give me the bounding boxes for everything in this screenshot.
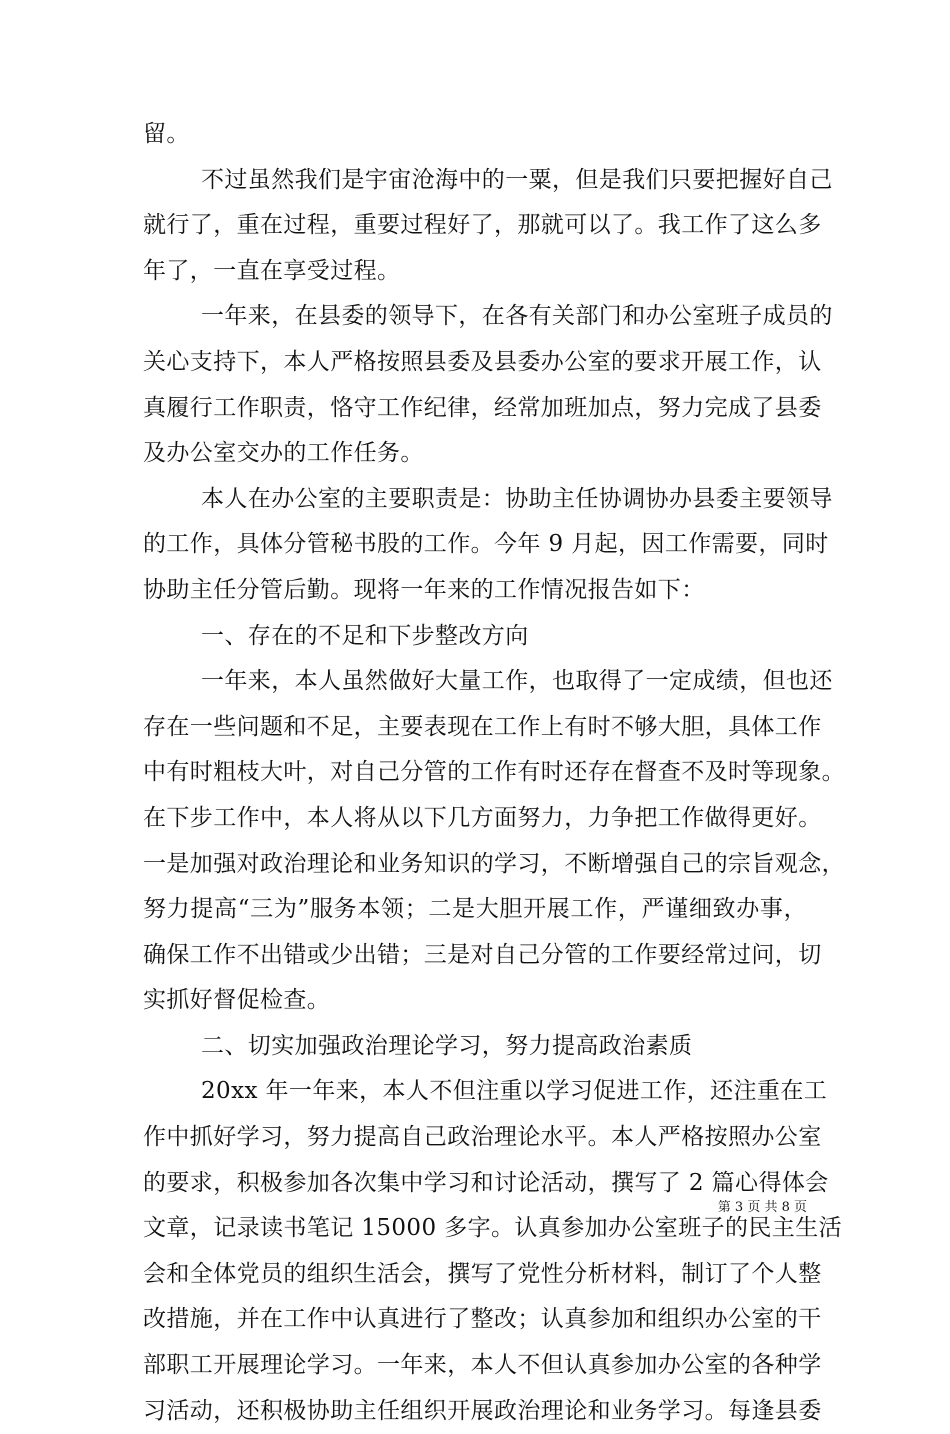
text-line: 中有时粗枝大叶，对自己分管的工作有时还存在督查不及时等现象。	[143, 759, 845, 786]
text-line: 习活动，还积极协助主任组织开展政治理论和业务学习。每逢县委	[143, 1397, 822, 1424]
text-line: 就行了，重在过程，重要过程好了，那就可以了。我工作了这么多	[143, 212, 822, 239]
text-line: 努力提高“三为”服务本领；二是大胆开展工作，严谨细致办事，	[143, 896, 807, 923]
text-line: 改措施，并在工作中认真进行了整改；认真参加和组织办公室的干	[143, 1306, 822, 1333]
text-line: 的要求，积极参加各次集中学习和讨论活动，撰写了 2 篇心得体会	[143, 1169, 829, 1196]
text-line: 作中抓好学习，努力提高自己政治理论水平。本人严格按照办公室	[143, 1124, 822, 1151]
text-line: 年了，一直在享受过程。	[143, 257, 401, 284]
text-line: 协助主任分管后勤。现将一年来的工作情况报告如下：	[143, 576, 705, 603]
text-line: 20xx 年一年来，本人不但注重以学习促进工作，还注重在工	[201, 1078, 828, 1105]
text-line: 真履行工作职责，恪守工作纪律，经常加班加点，努力完成了县委	[143, 394, 822, 421]
text-line: 会和全体党员的组织生活会，撰写了党性分析材料，制订了个人整	[143, 1260, 822, 1287]
text-line: 部职工开展理论学习。一年来，本人不但认真参加办公室的各种学	[143, 1352, 822, 1379]
text-line: 本人在办公室的主要职责是：协助主任协调协办县委主要领导	[201, 485, 833, 512]
section-heading: 二、切实加强政治理论学习，努力提高政治素质	[201, 1032, 693, 1059]
text-line: 文章，记录读书笔记 15000 多字。认真参加办公室班子的民主生活	[143, 1215, 842, 1242]
text-line: 在下步工作中，本人将从以下几方面努力，力争把工作做得更好。	[143, 804, 822, 831]
text-line: 一年来，本人虽然做好大量工作，也取得了一定成绩，但也还	[201, 668, 833, 695]
text-line: 一是加强对政治理论和业务知识的学习，不断增强自己的宗旨观念，	[143, 850, 845, 877]
text-line: 不过虽然我们是宇宙沧海中的一粟，但是我们只要把握好自己	[201, 166, 833, 193]
page-number: 第 3 页 共 8 页	[717, 1200, 807, 1215]
text-line: 及办公室交办的工作任务。	[143, 440, 424, 467]
text-line: 关心支持下，本人严格按照县委及县委办公室的要求开展工作，认	[143, 348, 822, 375]
text-line: 留。	[143, 121, 190, 147]
text-line: 一年来，在县委的领导下，在各有关部门和办公室班子成员的	[201, 303, 833, 330]
document-body	[143, 112, 845, 1434]
text-line: 存在一些问题和不足，主要表现在工作上有时不够大胆，具体工作	[143, 713, 822, 740]
text-line: 的工作，具体分管秘书股的工作。今年 9 月起，因工作需要，同时	[143, 531, 829, 558]
text-line: 确保工作不出错或少出错；三是对自己分管的工作要经常过问，切	[143, 941, 822, 968]
section-heading: 一、存在的不足和下步整改方向	[201, 622, 529, 649]
text-line: 实抓好督促检查。	[143, 987, 331, 1014]
